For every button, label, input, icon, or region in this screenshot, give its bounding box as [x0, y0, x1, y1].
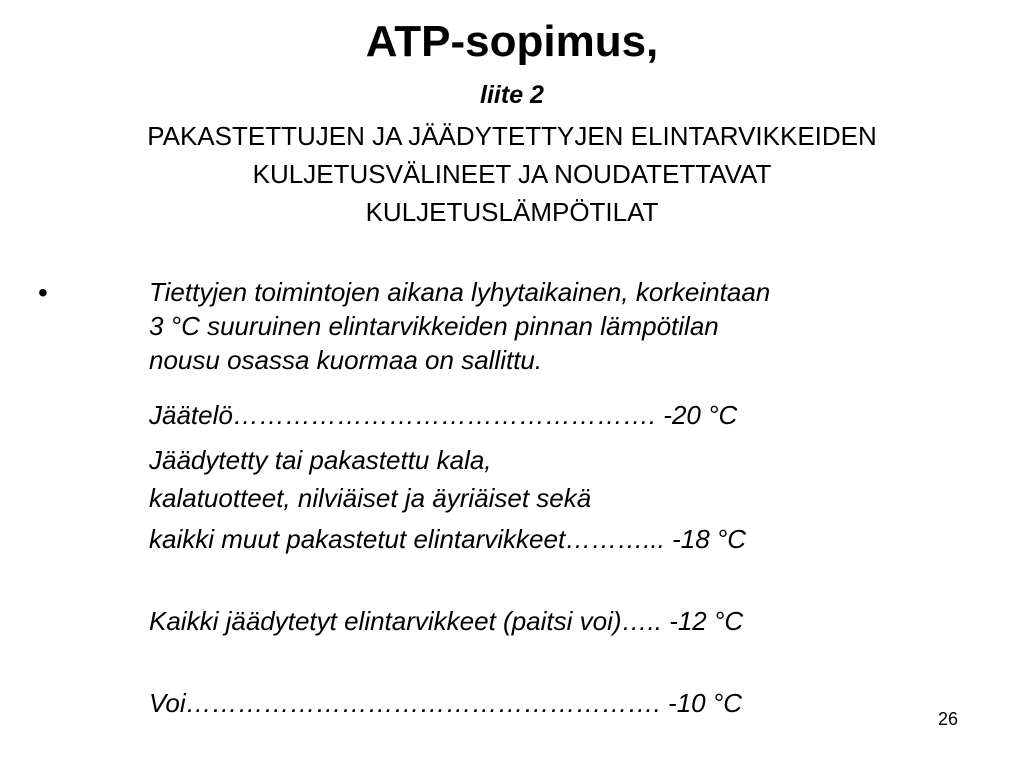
intro-line: nousu osassa kuormaa on sallittu. — [149, 345, 543, 375]
temperature-line-icecream: Jäätelö…………………………………………. -20 °C — [149, 400, 738, 430]
heading-line: KULJETUSVÄLINEET JA NOUDATETTAVAT — [252, 159, 772, 189]
temperature-line-fish: Jäädytetty tai pakastettu kala, — [149, 445, 492, 475]
slide-subtitle: liite 2 — [480, 81, 544, 109]
temperature-line-seafood: kalatuotteet, nilviäiset ja äyriäiset sekä — [149, 483, 592, 513]
intro-line: 3 °C suuruinen elintarvikkeiden pinnan lämpötilan — [149, 311, 719, 341]
temperature-line-frozen-other: kaikki muut pakastetut elintarvikkeet………... -18 °C — [149, 524, 747, 554]
slide-title: ATP-sopimus, — [365, 17, 659, 66]
slide-heading — [0, 117, 1024, 231]
heading-line: KULJETUSLÄMPÖTILAT — [365, 197, 659, 227]
page-number: 26 — [938, 709, 959, 729]
bullet-icon: • — [38, 277, 48, 308]
intro-paragraph — [149, 275, 989, 377]
heading-line: PAKASTETTUJEN JA JÄÄDYTETTYJEN ELINTARVIKKEIDEN — [147, 121, 877, 151]
intro-line: Tiettyjen toimintojen aikana lyhytaikainen, korkeintaan — [149, 277, 771, 307]
temperature-line-all-frozen: Kaikki jäädytetyt elintarvikkeet (paitsi voi)….. -12 °C — [149, 606, 744, 636]
temperature-line-butter: Voi………………………………………………. -10 °C — [149, 688, 743, 718]
